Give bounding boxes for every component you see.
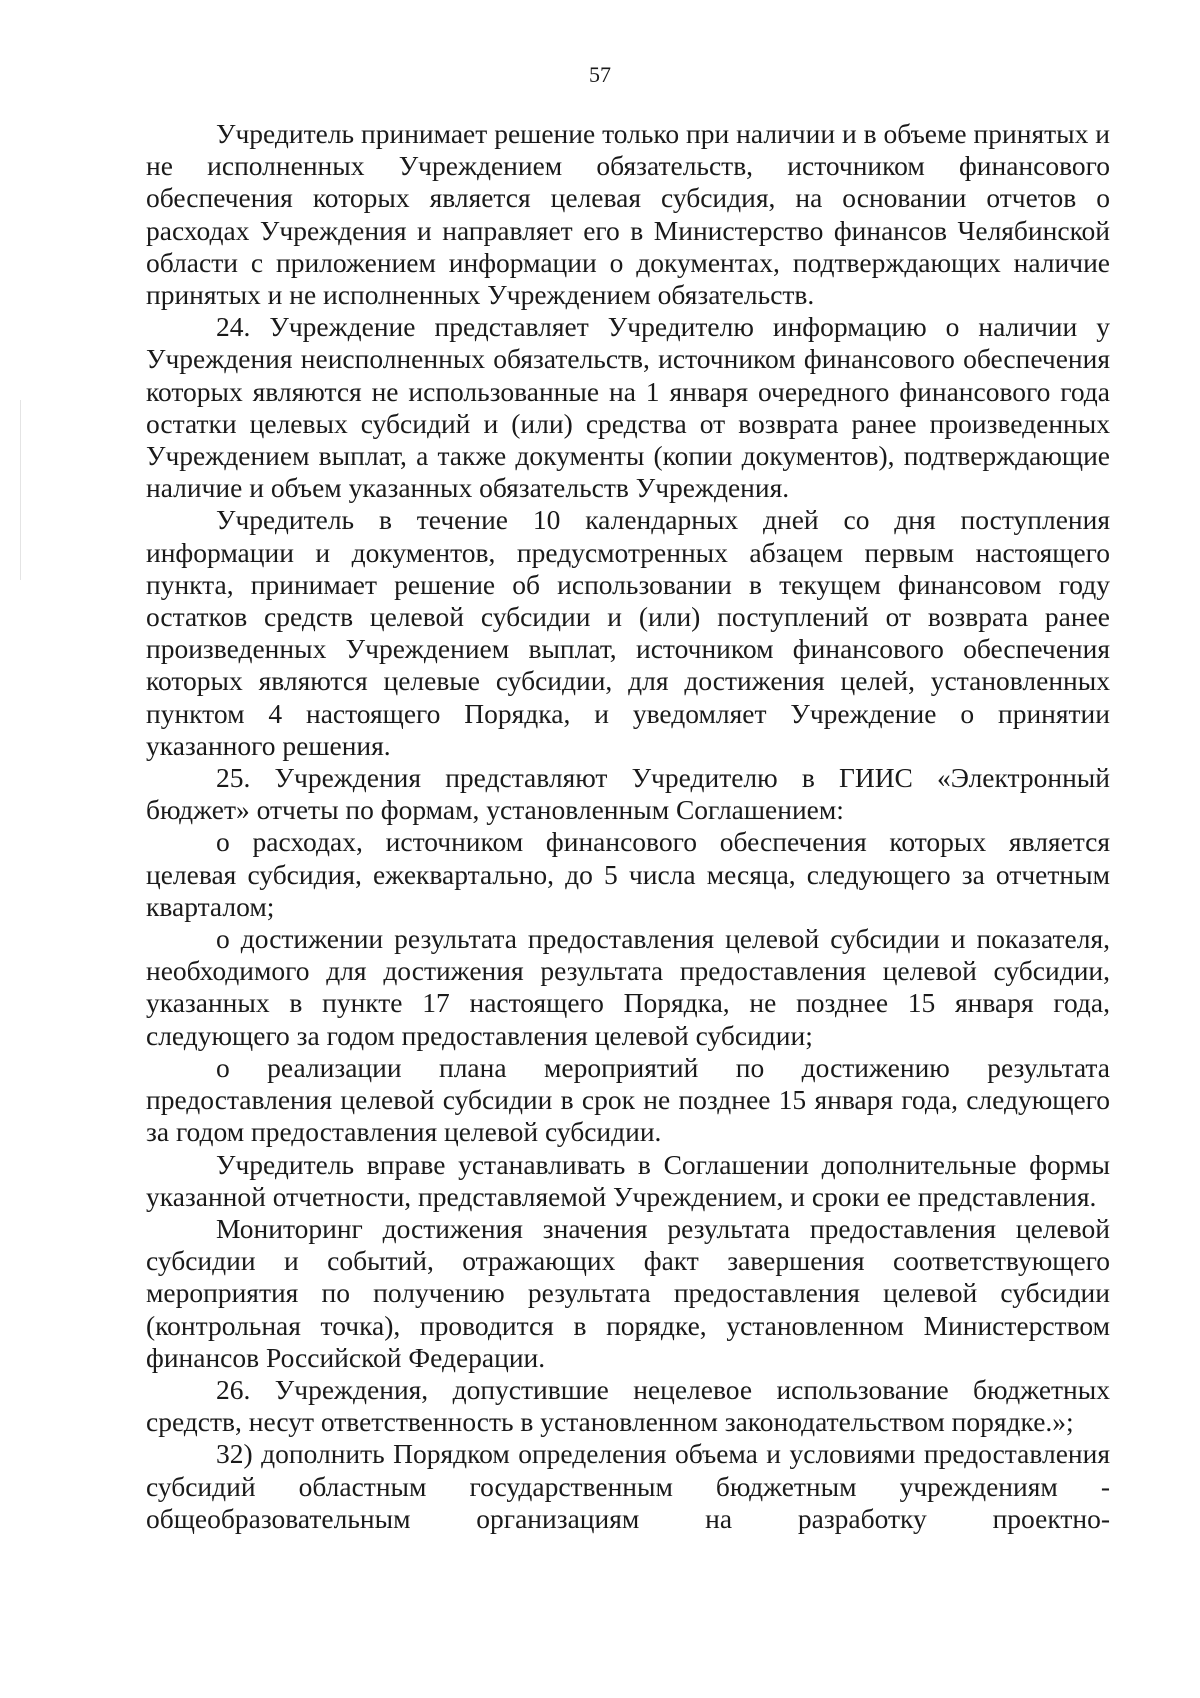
paragraph-item-24: 24. Учреждение представляет Учредителю информацию о наличии у Учреждения неисполненных обязательств, источником финансового обеспечения которых являются не использованные на 1 января очередного финансового года остатки целевых субсидий и (или) средства от возврата ранее произведенных Учреждением выплат, а также документы (копии документов), подтверждающие наличие и объем указанных обязательств Учреждения. xyxy=(146,311,1110,504)
document-body xyxy=(146,118,1110,1535)
scan-margin-mark xyxy=(20,400,21,580)
page-number: 57 xyxy=(589,62,611,87)
paragraph-report-expenses: о расходах, источником финансового обеспечения которых является целевая субсидия, ежеквартально, до 5 числа месяца, следующего за отчетным кварталом; xyxy=(146,826,1110,922)
paragraph-additional-forms: Учредитель вправе устанавливать в Соглашении дополнительные формы указанной отчетности, представляемой Учреждением, и сроки ее представления. xyxy=(146,1148,1110,1212)
paragraph-item-32: 32) дополнить Порядком определения объема и условиями предоставления субсидий областным государственным бюджетным учреждениям - общеобразовательным организациям на разработку проектно- xyxy=(146,1438,1110,1534)
paragraph-item-25: 25. Учреждения представляют Учредителю в ГИИС «Электронный бюджет» отчеты по формам, установленным Соглашением: xyxy=(146,762,1110,826)
paragraph-report-plan: о реализации плана мероприятий по достижению результата предоставления целевой субсидии в срок не позднее 15 января года, следующего за годом предоставления целевой субсидии. xyxy=(146,1051,1110,1148)
paragraph-report-result: о достижении результата предоставления целевой субсидии и показателя, необходимого для достижения результата предоставления целевой субсидии, указанных в пункте 17 настоящего Порядка, не позднее 15 января года, следующего за годом предоставления целевой субсидии; xyxy=(146,923,1110,1051)
paragraph-founder-decision: Учредитель принимает решение только при наличии и в объеме принятых и не исполненных Учреждением обязательств, источником финансового обеспечения которых является целевая субсидия, на основании отчетов о расходах Учреждения и направляет его в Министерство финансов Челябинской области с приложением информации о документах, подтверждающих наличие принятых и не исполненных Учреждением обязательств. xyxy=(146,118,1110,311)
paragraph-monitoring: Мониторинг достижения значения результата предоставления целевой субсидии и событий, отражающих факт завершения соответствующего мероприятия по получению результата предоставления целевой субсидии (контрольная точка), проводится в порядке, установленном Министерством финансов Российской Федерации. xyxy=(146,1212,1110,1373)
paragraph-founder-ten-days: Учредитель в течение 10 календарных дней со дня поступления информации и документов, предусмотренных абзацем первым настоящего пункта, принимает решение об использовании в текущем финансовом году остатков средств целевой субсидии и (или) поступлений от возврата ранее произведенных Учреждением выплат, источником финансового обеспечения которых являются целевые субсидии, для достижения целей, установленных пунктом 4 настоящего Порядка, и уведомляет Учреждение о принятии указанного решения. xyxy=(146,504,1110,761)
paragraph-item-26: 26. Учреждения, допустившие нецелевое использование бюджетных средств, несут ответственность в установленном законодательством порядке.»; xyxy=(146,1373,1110,1438)
